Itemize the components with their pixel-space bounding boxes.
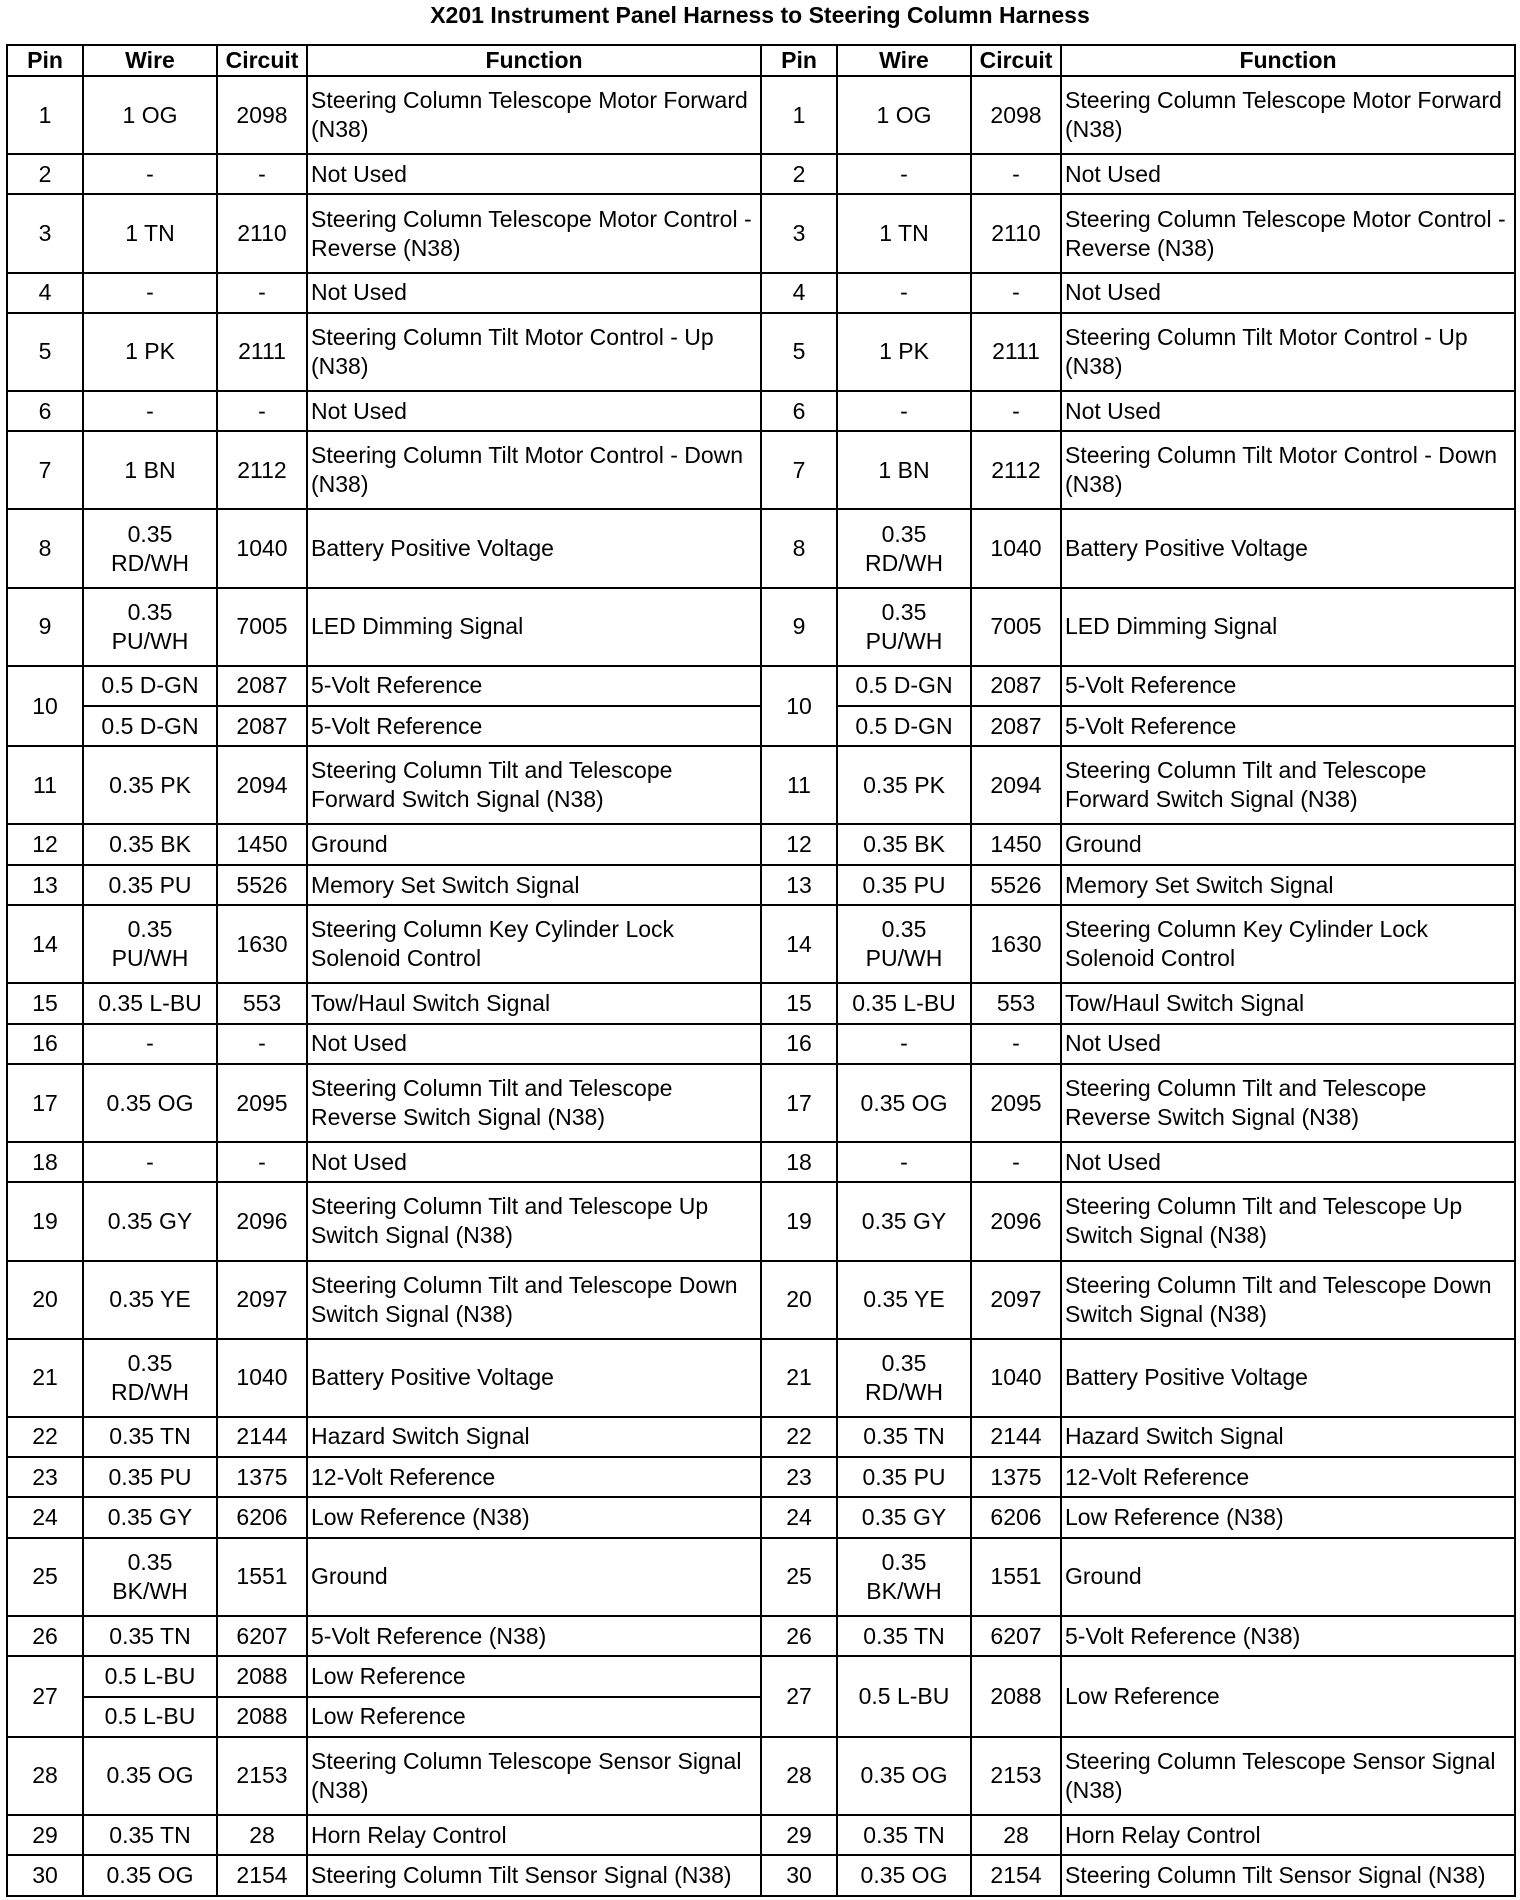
function-cell: Memory Set Switch Signal xyxy=(307,865,761,905)
pin-cell: 29 xyxy=(761,1815,837,1855)
pin-cell: 19 xyxy=(7,1182,83,1260)
function-cell: Steering Column Tilt Motor Control - Down (N38) xyxy=(307,431,761,509)
wire-cell: - xyxy=(83,1024,217,1064)
circuit-cell: 1375 xyxy=(217,1457,307,1497)
pin-cell: 16 xyxy=(761,1024,837,1064)
header-function-left: Function xyxy=(307,45,761,76)
pinout-table xyxy=(6,44,1516,1897)
pin-cell: 27 xyxy=(7,1656,83,1737)
function-cell: Ground xyxy=(1061,1538,1515,1616)
header-pin-left: Pin xyxy=(7,45,83,76)
function-cell: Not Used xyxy=(307,1142,761,1182)
circuit-cell: 2153 xyxy=(971,1737,1061,1815)
table-row xyxy=(7,1855,1515,1896)
wire-cell: 0.35 YE xyxy=(83,1261,217,1339)
pin-cell: 8 xyxy=(7,509,83,587)
circuit-cell: 5526 xyxy=(217,865,307,905)
function-cell: 5-Volt Reference xyxy=(1061,666,1515,706)
circuit-cell: 28 xyxy=(217,1815,307,1855)
wire-cell: 0.35 PK xyxy=(83,746,217,824)
wire-cell: 0.35 RD/WH xyxy=(837,1339,971,1417)
function-cell: Steering Column Tilt and Telescope Reverse Switch Signal (N38) xyxy=(307,1064,761,1142)
circuit-cell: 1040 xyxy=(971,509,1061,587)
circuit-cell: 1450 xyxy=(971,824,1061,864)
wire-cell: 0.35 L-BU xyxy=(83,983,217,1023)
function-cell: LED Dimming Signal xyxy=(1061,588,1515,666)
pin-cell: 26 xyxy=(761,1616,837,1656)
circuit-cell: 2096 xyxy=(217,1182,307,1260)
function-cell: Tow/Haul Switch Signal xyxy=(1061,983,1515,1023)
circuit-cell: 2154 xyxy=(971,1855,1061,1896)
pin-cell: 23 xyxy=(761,1457,837,1497)
circuit-cell: 2088 xyxy=(217,1656,307,1696)
function-cell: Steering Column Tilt Motor Control - Up (N38) xyxy=(307,313,761,391)
header-wire-right: Wire xyxy=(837,45,971,76)
circuit-cell: 2095 xyxy=(217,1064,307,1142)
circuit-cell: - xyxy=(217,1024,307,1064)
function-cell: Steering Column Tilt Sensor Signal (N38) xyxy=(307,1855,761,1896)
circuit-cell: 6206 xyxy=(217,1497,307,1537)
wire-cell: 0.5 L-BU xyxy=(837,1656,971,1737)
circuit-cell: 7005 xyxy=(217,588,307,666)
circuit-cell: - xyxy=(971,1024,1061,1064)
wire-cell: 0.35 GY xyxy=(837,1182,971,1260)
circuit-cell: 2154 xyxy=(217,1855,307,1896)
wire-cell: 0.35 RD/WH xyxy=(83,509,217,587)
pin-cell: 19 xyxy=(761,1182,837,1260)
table-row xyxy=(7,431,1515,509)
header-row xyxy=(7,45,1515,76)
pin-cell: 23 xyxy=(7,1457,83,1497)
wire-cell: 0.35 PU xyxy=(83,1457,217,1497)
table-row xyxy=(7,1497,1515,1537)
table-row xyxy=(7,1064,1515,1142)
pin-cell: 24 xyxy=(7,1497,83,1537)
wire-cell: 1 OG xyxy=(83,76,217,154)
pin-cell: 5 xyxy=(761,313,837,391)
table-row xyxy=(7,1261,1515,1339)
function-cell: Steering Column Tilt and Telescope Forward Switch Signal (N38) xyxy=(1061,746,1515,824)
function-cell: Not Used xyxy=(1061,1142,1515,1182)
pin-cell: 11 xyxy=(7,746,83,824)
function-cell: Not Used xyxy=(1061,154,1515,194)
wire-cell: 0.35 PU/WH xyxy=(837,588,971,666)
pin-cell: 3 xyxy=(7,194,83,272)
wire-cell: 0.35 TN xyxy=(837,1616,971,1656)
table-row xyxy=(7,509,1515,587)
circuit-cell: 2111 xyxy=(217,313,307,391)
function-cell: Steering Column Tilt Sensor Signal (N38) xyxy=(1061,1855,1515,1896)
wire-cell: 0.35 BK/WH xyxy=(837,1538,971,1616)
wire-cell: 1 TN xyxy=(837,194,971,272)
table-row xyxy=(7,1339,1515,1417)
function-cell: Ground xyxy=(307,1538,761,1616)
table-row xyxy=(7,666,1515,706)
function-cell: Steering Column Telescope Sensor Signal (N38) xyxy=(307,1737,761,1815)
circuit-cell: 28 xyxy=(971,1815,1061,1855)
pin-cell: 9 xyxy=(761,588,837,666)
wire-cell: - xyxy=(83,154,217,194)
function-cell: Steering Column Telescope Motor Control - Reverse (N38) xyxy=(307,194,761,272)
circuit-cell: 553 xyxy=(217,983,307,1023)
circuit-cell: 2111 xyxy=(971,313,1061,391)
wire-cell: 0.35 GY xyxy=(83,1182,217,1260)
function-cell: Memory Set Switch Signal xyxy=(1061,865,1515,905)
table-row xyxy=(7,983,1515,1023)
page-title: X201 Instrument Panel Harness to Steering Column Harness xyxy=(430,2,1090,28)
function-cell: 5-Volt Reference xyxy=(1061,706,1515,746)
wire-cell: 0.35 PU/WH xyxy=(83,588,217,666)
pin-cell: 15 xyxy=(7,983,83,1023)
pin-cell: 16 xyxy=(7,1024,83,1064)
circuit-cell: 2144 xyxy=(217,1417,307,1457)
table-row xyxy=(7,1616,1515,1656)
function-cell: Steering Column Tilt and Telescope Forward Switch Signal (N38) xyxy=(307,746,761,824)
wire-cell: 0.35 GY xyxy=(83,1497,217,1537)
circuit-cell: - xyxy=(971,1142,1061,1182)
pin-cell: 15 xyxy=(761,983,837,1023)
function-cell: Steering Column Tilt and Telescope Down Switch Signal (N38) xyxy=(1061,1261,1515,1339)
circuit-cell: 2097 xyxy=(971,1261,1061,1339)
wire-cell: - xyxy=(83,1142,217,1182)
function-cell: 5-Volt Reference xyxy=(307,666,761,706)
pin-cell: 4 xyxy=(7,273,83,313)
wire-cell: 1 PK xyxy=(83,313,217,391)
table-row xyxy=(7,905,1515,983)
function-cell: Horn Relay Control xyxy=(1061,1815,1515,1855)
function-cell: Steering Column Tilt and Telescope Up Switch Signal (N38) xyxy=(307,1182,761,1260)
table-row xyxy=(7,588,1515,666)
pin-cell: 28 xyxy=(761,1737,837,1815)
circuit-cell: 6206 xyxy=(971,1497,1061,1537)
pin-cell: 25 xyxy=(761,1538,837,1616)
table-row xyxy=(7,76,1515,154)
pinout-table-frame xyxy=(6,44,1514,1897)
circuit-cell: 2087 xyxy=(971,666,1061,706)
pin-cell: 5 xyxy=(7,313,83,391)
circuit-cell: 2087 xyxy=(217,706,307,746)
wire-cell: 0.35 TN xyxy=(837,1815,971,1855)
circuit-cell: 2095 xyxy=(971,1064,1061,1142)
wire-cell: 1 OG xyxy=(837,76,971,154)
wire-cell: 0.35 GY xyxy=(837,1497,971,1537)
pin-cell: 27 xyxy=(761,1656,837,1737)
function-cell: Steering Column Key Cylinder Lock Solenoid Control xyxy=(1061,905,1515,983)
function-cell: Not Used xyxy=(307,1024,761,1064)
wire-cell: 1 BN xyxy=(837,431,971,509)
table-row xyxy=(7,273,1515,313)
pin-cell: 2 xyxy=(7,154,83,194)
header-wire-left: Wire xyxy=(83,45,217,76)
function-cell: Steering Column Tilt Motor Control - Up (N38) xyxy=(1061,313,1515,391)
table-row xyxy=(7,1182,1515,1260)
function-cell: Steering Column Telescope Sensor Signal (N38) xyxy=(1061,1737,1515,1815)
wire-cell: 0.35 TN xyxy=(837,1417,971,1457)
function-cell: Steering Column Tilt Motor Control - Down (N38) xyxy=(1061,431,1515,509)
wire-cell: - xyxy=(837,1024,971,1064)
function-cell: Low Reference xyxy=(307,1697,761,1737)
table-row xyxy=(7,1417,1515,1457)
pin-cell: 21 xyxy=(7,1339,83,1417)
table-row xyxy=(7,313,1515,391)
circuit-cell: 2094 xyxy=(971,746,1061,824)
wire-cell: 0.35 BK xyxy=(837,824,971,864)
function-cell: Steering Column Key Cylinder Lock Solenoid Control xyxy=(307,905,761,983)
circuit-cell: 2088 xyxy=(971,1656,1061,1737)
function-cell: Tow/Haul Switch Signal xyxy=(307,983,761,1023)
circuit-cell: - xyxy=(217,273,307,313)
header-function-right: Function xyxy=(1061,45,1515,76)
pin-cell: 7 xyxy=(7,431,83,509)
pin-cell: 30 xyxy=(7,1855,83,1896)
wire-cell: - xyxy=(837,154,971,194)
pin-cell: 18 xyxy=(761,1142,837,1182)
function-cell: Steering Column Telescope Motor Forward (N38) xyxy=(1061,76,1515,154)
wire-cell: 0.35 OG xyxy=(837,1064,971,1142)
circuit-cell: 1450 xyxy=(217,824,307,864)
function-cell: Battery Positive Voltage xyxy=(307,509,761,587)
circuit-cell: 1375 xyxy=(971,1457,1061,1497)
table-row xyxy=(7,391,1515,431)
circuit-cell: 2087 xyxy=(217,666,307,706)
pin-cell: 22 xyxy=(7,1417,83,1457)
function-cell: Battery Positive Voltage xyxy=(1061,509,1515,587)
circuit-cell: - xyxy=(971,391,1061,431)
circuit-cell: - xyxy=(971,154,1061,194)
circuit-cell: 553 xyxy=(971,983,1061,1023)
circuit-cell: 1630 xyxy=(217,905,307,983)
pin-cell: 1 xyxy=(7,76,83,154)
pin-cell: 28 xyxy=(7,1737,83,1815)
wire-cell: - xyxy=(837,391,971,431)
function-cell: Low Reference xyxy=(1061,1656,1515,1737)
function-cell: Battery Positive Voltage xyxy=(1061,1339,1515,1417)
wire-cell: 0.5 D-GN xyxy=(837,706,971,746)
wire-cell: 0.35 L-BU xyxy=(837,983,971,1023)
table-row xyxy=(7,1815,1515,1855)
header-pin-right: Pin xyxy=(761,45,837,76)
function-cell: Not Used xyxy=(1061,391,1515,431)
wire-cell: 0.35 OG xyxy=(83,1855,217,1896)
wire-cell: 0.5 D-GN xyxy=(83,666,217,706)
circuit-cell: 2110 xyxy=(971,194,1061,272)
circuit-cell: 2112 xyxy=(971,431,1061,509)
pin-cell: 12 xyxy=(7,824,83,864)
pin-cell: 7 xyxy=(761,431,837,509)
pin-cell: 1 xyxy=(761,76,837,154)
function-cell: Not Used xyxy=(307,273,761,313)
wire-cell: - xyxy=(83,273,217,313)
table-row xyxy=(7,1457,1515,1497)
wire-cell: 0.35 TN xyxy=(83,1417,217,1457)
pin-cell: 3 xyxy=(761,194,837,272)
pin-cell: 10 xyxy=(7,666,83,747)
pin-cell: 29 xyxy=(7,1815,83,1855)
table-row xyxy=(7,154,1515,194)
function-cell: Ground xyxy=(307,824,761,864)
pinout-table-body xyxy=(7,76,1515,1896)
wire-cell: 0.5 D-GN xyxy=(837,666,971,706)
wire-cell: 1 PK xyxy=(837,313,971,391)
circuit-cell: 2096 xyxy=(971,1182,1061,1260)
pin-cell: 2 xyxy=(761,154,837,194)
circuit-cell: 2098 xyxy=(971,76,1061,154)
pin-cell: 20 xyxy=(761,1261,837,1339)
circuit-cell: 1630 xyxy=(971,905,1061,983)
circuit-cell: 7005 xyxy=(971,588,1061,666)
pin-cell: 20 xyxy=(7,1261,83,1339)
circuit-cell: 2088 xyxy=(217,1697,307,1737)
function-cell: Not Used xyxy=(307,391,761,431)
pin-cell: 10 xyxy=(761,666,837,747)
table-row xyxy=(7,824,1515,864)
table-row xyxy=(7,1737,1515,1815)
function-cell: LED Dimming Signal xyxy=(307,588,761,666)
function-cell: Not Used xyxy=(307,154,761,194)
circuit-cell: - xyxy=(971,273,1061,313)
wire-cell: 0.35 PU xyxy=(837,865,971,905)
circuit-cell: 2153 xyxy=(217,1737,307,1815)
pin-cell: 12 xyxy=(761,824,837,864)
pin-cell: 11 xyxy=(761,746,837,824)
function-cell: Low Reference xyxy=(307,1656,761,1696)
table-row xyxy=(7,865,1515,905)
circuit-cell: 2097 xyxy=(217,1261,307,1339)
function-cell: Steering Column Tilt and Telescope Up Switch Signal (N38) xyxy=(1061,1182,1515,1260)
wire-cell: 0.35 PK xyxy=(837,746,971,824)
function-cell: Low Reference (N38) xyxy=(1061,1497,1515,1537)
header-circuit-left: Circuit xyxy=(217,45,307,76)
circuit-cell: 2087 xyxy=(971,706,1061,746)
circuit-cell: 2094 xyxy=(217,746,307,824)
pin-cell: 6 xyxy=(7,391,83,431)
circuit-cell: 2110 xyxy=(217,194,307,272)
circuit-cell: 2112 xyxy=(217,431,307,509)
circuit-cell: - xyxy=(217,154,307,194)
circuit-cell: 2098 xyxy=(217,76,307,154)
pin-cell: 17 xyxy=(761,1064,837,1142)
circuit-cell: 2144 xyxy=(971,1417,1061,1457)
function-cell: 12-Volt Reference xyxy=(1061,1457,1515,1497)
table-row xyxy=(7,1142,1515,1182)
circuit-cell: 1040 xyxy=(971,1339,1061,1417)
function-cell: Not Used xyxy=(1061,1024,1515,1064)
wire-cell: - xyxy=(837,273,971,313)
function-cell: Not Used xyxy=(1061,273,1515,313)
pin-cell: 21 xyxy=(761,1339,837,1417)
function-cell: Horn Relay Control xyxy=(307,1815,761,1855)
pin-cell: 18 xyxy=(7,1142,83,1182)
wire-cell: 0.35 PU/WH xyxy=(837,905,971,983)
function-cell: 5-Volt Reference (N38) xyxy=(1061,1616,1515,1656)
function-cell: 5-Volt Reference (N38) xyxy=(307,1616,761,1656)
table-row xyxy=(7,746,1515,824)
circuit-cell: - xyxy=(217,391,307,431)
circuit-cell: 1551 xyxy=(971,1538,1061,1616)
circuit-cell: - xyxy=(217,1142,307,1182)
function-cell: Steering Column Tilt and Telescope Down Switch Signal (N38) xyxy=(307,1261,761,1339)
circuit-cell: 1040 xyxy=(217,1339,307,1417)
pin-cell: 13 xyxy=(7,865,83,905)
circuit-cell: 5526 xyxy=(971,865,1061,905)
function-cell: Battery Positive Voltage xyxy=(307,1339,761,1417)
pin-cell: 24 xyxy=(761,1497,837,1537)
wire-cell: 0.35 TN xyxy=(83,1815,217,1855)
table-row xyxy=(7,194,1515,272)
function-cell: Low Reference (N38) xyxy=(307,1497,761,1537)
function-cell: Steering Column Telescope Motor Forward (N38) xyxy=(307,76,761,154)
circuit-cell: 1040 xyxy=(217,509,307,587)
wire-cell: 0.5 L-BU xyxy=(83,1656,217,1696)
wire-cell: 0.35 YE xyxy=(837,1261,971,1339)
pin-cell: 4 xyxy=(761,273,837,313)
pin-cell: 14 xyxy=(761,905,837,983)
function-cell: Hazard Switch Signal xyxy=(1061,1417,1515,1457)
pin-cell: 17 xyxy=(7,1064,83,1142)
pin-cell: 6 xyxy=(761,391,837,431)
function-cell: Hazard Switch Signal xyxy=(307,1417,761,1457)
table-row xyxy=(7,1024,1515,1064)
pin-cell: 9 xyxy=(7,588,83,666)
pin-cell: 13 xyxy=(761,865,837,905)
table-row xyxy=(7,1656,1515,1696)
wire-cell: 0.35 RD/WH xyxy=(83,1339,217,1417)
pin-cell: 26 xyxy=(7,1616,83,1656)
wire-cell: 1 BN xyxy=(83,431,217,509)
wire-cell: 1 TN xyxy=(83,194,217,272)
table-row xyxy=(7,1538,1515,1616)
wire-cell: 0.35 BK/WH xyxy=(83,1538,217,1616)
function-cell: 5-Volt Reference xyxy=(307,706,761,746)
function-cell: Ground xyxy=(1061,824,1515,864)
function-cell: Steering Column Telescope Motor Control - Reverse (N38) xyxy=(1061,194,1515,272)
pin-cell: 14 xyxy=(7,905,83,983)
wire-cell: 0.35 OG xyxy=(83,1064,217,1142)
wire-cell: 0.5 D-GN xyxy=(83,706,217,746)
function-cell: 12-Volt Reference xyxy=(307,1457,761,1497)
pin-cell: 25 xyxy=(7,1538,83,1616)
wire-cell: 0.35 BK xyxy=(83,824,217,864)
header-circuit-right: Circuit xyxy=(971,45,1061,76)
wire-cell: 0.35 TN xyxy=(83,1616,217,1656)
wire-cell: 0.35 OG xyxy=(83,1737,217,1815)
wire-cell: 0.35 OG xyxy=(837,1855,971,1896)
wire-cell: 0.5 L-BU xyxy=(83,1697,217,1737)
wire-cell: 0.35 PU xyxy=(837,1457,971,1497)
wire-cell: 0.35 OG xyxy=(837,1737,971,1815)
circuit-cell: 1551 xyxy=(217,1538,307,1616)
pin-cell: 22 xyxy=(761,1417,837,1457)
wire-cell: 0.35 RD/WH xyxy=(837,509,971,587)
wire-cell: - xyxy=(837,1142,971,1182)
circuit-cell: 6207 xyxy=(971,1616,1061,1656)
wire-cell: 0.35 PU xyxy=(83,865,217,905)
wire-cell: - xyxy=(83,391,217,431)
circuit-cell: 6207 xyxy=(217,1616,307,1656)
function-cell: Steering Column Tilt and Telescope Reverse Switch Signal (N38) xyxy=(1061,1064,1515,1142)
pin-cell: 8 xyxy=(761,509,837,587)
pin-cell: 30 xyxy=(761,1855,837,1896)
wire-cell: 0.35 PU/WH xyxy=(83,905,217,983)
